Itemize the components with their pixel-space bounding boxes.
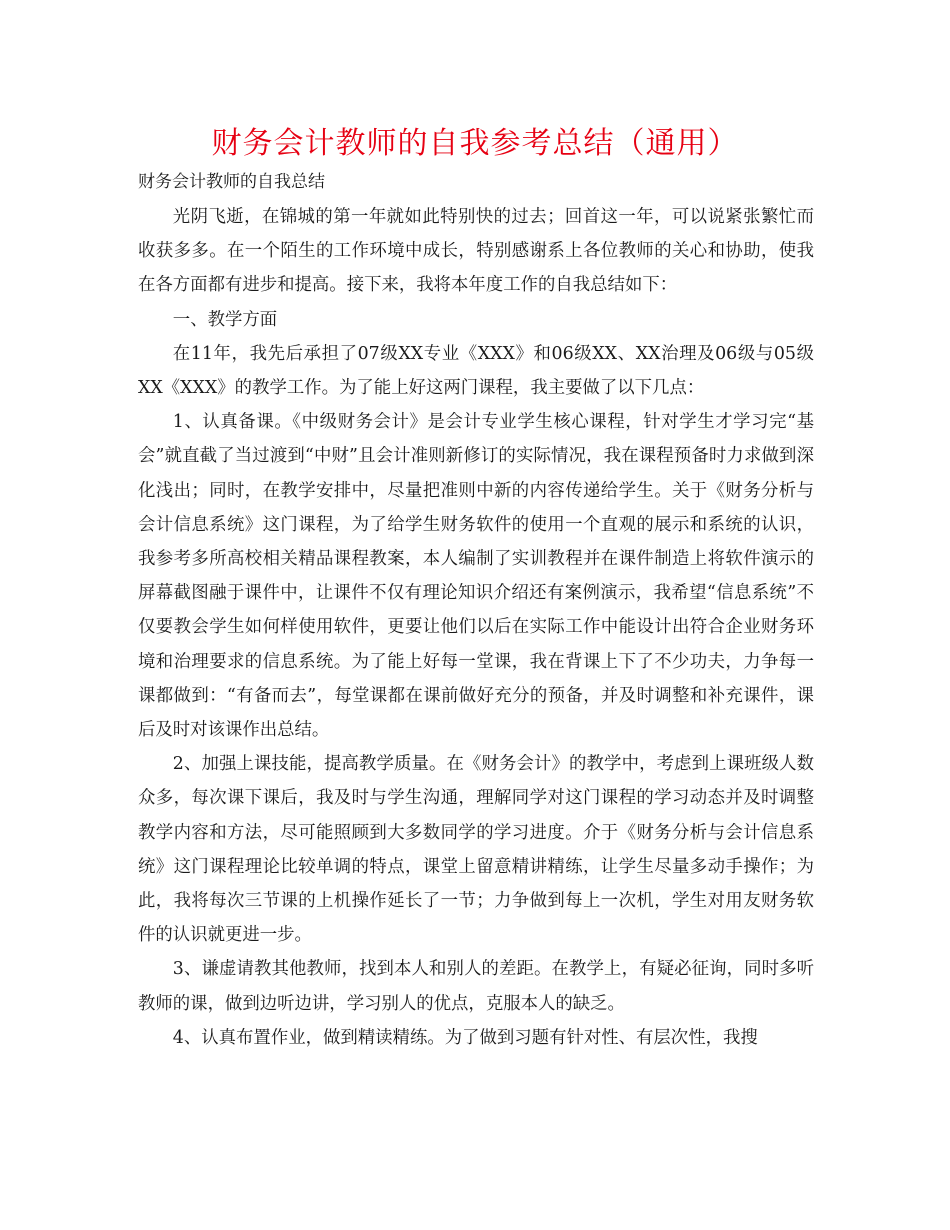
paragraph-item-3: 3、谦虚请教其他教师，找到本人和别人的差距。在教学上，有疑必征询，同时多听教师的课，做到边听边讲，学习别人的优点，克服本人的缺乏。	[138, 959, 814, 1014]
document-subtitle: 财务会计教师的自我总结	[138, 172, 325, 192]
paragraph-courses: 在11年，我先后承担了07级XX专业《XXX》和06级XX、XX治理及06级与05级XX《XXX》的教学工作。为了能上好这两门课程，我主要做了以下几点：	[138, 343, 814, 399]
section-heading-teaching: 一、教学方面	[172, 309, 278, 330]
paragraph-item-2: 2、加强上课技能，提高教学质量。在《财务会计》的教学中，考虑到上课班级人数众多，每次课下课后，我及时与学生沟通，理解同学对这门课程的学习动态并及时调整教学内容和方法，尽可能照顾到大多数同学的学习进度。介于《财务分析与会计信息系统》这门课程理论比较单调的特点，课堂上留意精讲精练，让学生尽量多动手操作；为此，我将每次三节课的上机操作延长了一节；力争做到每上一次机，学生对用友财务软件的认识就更进一步。	[138, 754, 814, 946]
document-body	[138, 200, 814, 1055]
paragraph-item-4: 4、认真布置作业，做到精读精练。为了做到习题有针对性、有层次性，我搜	[172, 1027, 758, 1048]
paragraph-item-1: 1、认真备课。《中级财务会计》是会计专业学生核心课程，针对学生才学习完“基会”就直截了当过渡到“中财”且会计准则新修订的实际情况，我在课程预备时力求做到深化浅出；同时，在教学安排中，尽量把准则中新的内容传递给学生。关于《财务分析与会计信息系统》这门课程，为了给学生财务软件的使用一个直观的展示和系统的认识，我参考多所高校相关精品课程教案，本人编制了实训教程并在课件制造上将软件演示的屏幕截图融于课件中，让课件不仅有理论知识介绍还有案例演示，我希望“信息系统”不仅要教会学生如何样使用软件，更要让他们以后在实际工作中能设计出符合企业财务环境和治理要求的信息系统。为了能上好每一堂课，我在背课上下了不少功夫，力争每一课都做到：“有备而去”，每堂课都在课前做好充分的预备，并及时调整和补充课件，课后及时对该课作出总结。	[138, 412, 814, 741]
paragraph-intro: 光阴飞逝，在锦城的第一年就如此特别快的过去；回首这一年，可以说紧张繁忙而收获多多。在一个陌生的工作环境中成长，特别感谢系上各位教师的关心和协助，使我在各方面都有进步和提高。接下来，我将本年度工作的自我总结如下：	[138, 207, 814, 296]
document-title: 财务会计教师的自我参考总结（通用）	[211, 126, 739, 161]
